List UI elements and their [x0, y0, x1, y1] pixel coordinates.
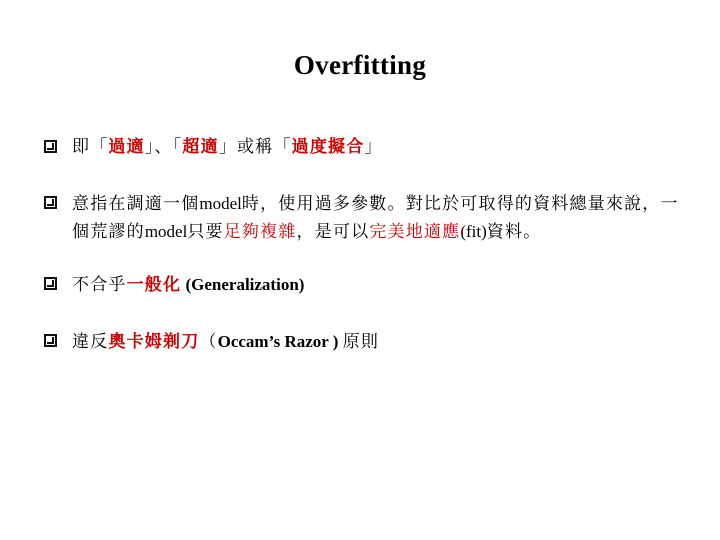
body-text: 意指在調適一個	[72, 194, 200, 214]
slide-title: Overfitting	[293, 50, 427, 80]
emphasis-text: 奧卡姆剃刀	[108, 332, 200, 352]
body-text: 」	[364, 137, 383, 157]
body-text: 」或稱「	[218, 137, 292, 157]
bullet-item-3	[44, 271, 684, 299]
body-text: (fit)	[460, 222, 487, 241]
body-text: 不合乎	[72, 275, 127, 295]
emphasis-text: 一般化	[126, 275, 182, 295]
body-text: （	[199, 332, 218, 352]
bullet-item-4	[44, 328, 684, 356]
body-text: 資料。	[486, 222, 542, 242]
emphasis-text: 超適	[182, 137, 219, 157]
body-text: 原則	[342, 332, 380, 352]
hollow-square-bullet-icon	[44, 334, 57, 347]
bullet-text	[72, 190, 684, 246]
body-text: model	[144, 222, 188, 241]
bullet-text	[72, 328, 684, 356]
emphasis-text: 過度擬合	[291, 137, 365, 157]
emphasis-text: 過適	[108, 137, 145, 157]
body-text: (Generalization)	[181, 275, 305, 294]
body-text: 違反	[72, 332, 109, 352]
bullet-item-2	[44, 190, 684, 246]
hollow-square-bullet-icon	[44, 140, 57, 153]
hollow-square-bullet-icon	[44, 277, 57, 290]
body-text: 時，使用過多參數。對比於可取得的資料總量來說，一個荒謬的	[72, 194, 679, 242]
hollow-square-bullet-icon	[44, 196, 57, 209]
body-text: )	[328, 332, 343, 351]
body-text: Occam’s Razor	[217, 332, 329, 351]
body-text: 即「	[72, 137, 109, 157]
body-text: model	[199, 194, 242, 213]
emphasis-text: 完美地適應	[369, 222, 461, 242]
emphasis-text: 足夠複雜	[223, 222, 297, 242]
body-text: ，是可以	[296, 222, 370, 242]
body-text: 」、「	[144, 137, 183, 157]
bullet-text	[72, 271, 684, 299]
bullet-item-1	[44, 134, 684, 161]
body-text: 只要	[187, 222, 224, 242]
bullet-text	[72, 134, 684, 161]
